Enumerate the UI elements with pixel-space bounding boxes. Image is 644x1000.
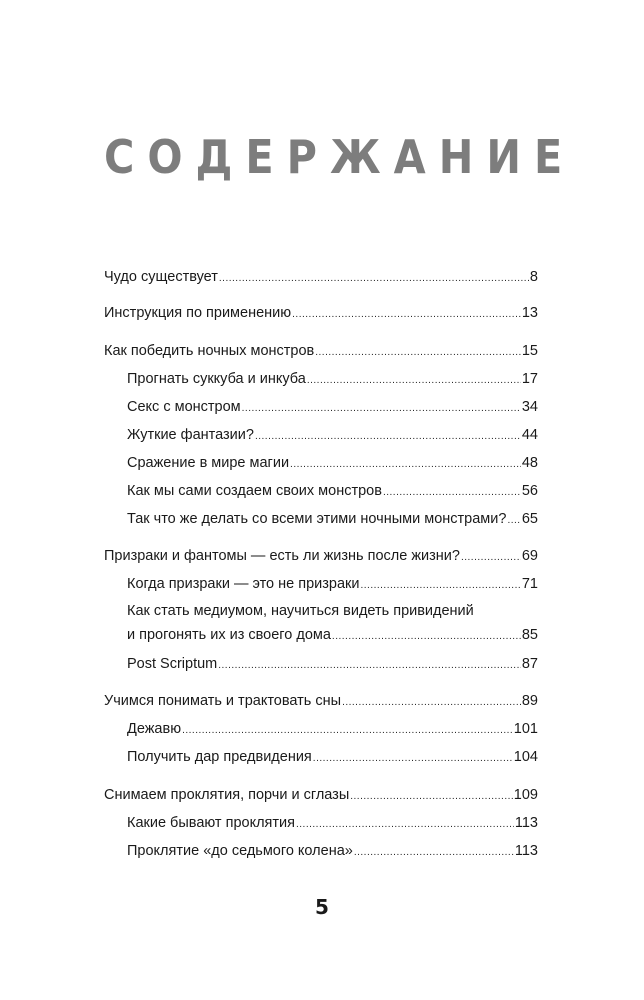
toc-entry-page: 87 bbox=[521, 656, 538, 672]
toc-subentry[interactable] bbox=[127, 720, 538, 740]
toc-leader-dots bbox=[296, 816, 514, 834]
toc-entry-label: Так что же делать со всеми этими ночными монстрами? bbox=[127, 511, 507, 527]
toc-entry-page: 89 bbox=[521, 693, 538, 709]
toc-entry-page: 104 bbox=[513, 749, 538, 765]
toc-leader-dots bbox=[292, 306, 521, 324]
toc-subentry[interactable] bbox=[127, 626, 538, 646]
toc-entry-label: Получить дар предвидения bbox=[127, 749, 312, 765]
toc-leader-dots bbox=[507, 512, 520, 530]
toc-entry-page: 113 bbox=[514, 815, 538, 831]
toc-entry-page: 101 bbox=[513, 721, 538, 737]
toc-entry-page: 71 bbox=[521, 576, 538, 592]
toc-entry-label: Как победить ночных монстров bbox=[104, 343, 315, 359]
toc-entry-label: Post Scriptum bbox=[127, 656, 218, 672]
toc-leader-dots bbox=[354, 844, 514, 862]
toc-leader-dots bbox=[342, 694, 521, 712]
toc-subentry[interactable] bbox=[127, 655, 538, 675]
toc-entry-label: Прогнать суккуба и инкуба bbox=[127, 371, 306, 387]
toc-entry-page: 109 bbox=[513, 787, 538, 803]
page-number: 5 bbox=[315, 895, 329, 919]
toc-entry-page: 34 bbox=[521, 399, 538, 415]
toc-entry-page: 13 bbox=[521, 305, 538, 321]
toc-entry-page: 113 bbox=[514, 843, 538, 859]
toc-entry-label: Сражение в мире магии bbox=[127, 455, 290, 471]
toc-leader-dots bbox=[242, 400, 521, 418]
toc-entry-label: Как мы сами создаем своих монстров bbox=[127, 483, 382, 499]
toc-entry[interactable] bbox=[104, 268, 538, 288]
toc-entry-label-line1: Как стать медиумом, научиться видеть привидений bbox=[127, 603, 474, 619]
toc-subentry[interactable] bbox=[127, 482, 538, 502]
toc-leader-dots bbox=[315, 344, 521, 362]
toc-leader-dots bbox=[313, 750, 513, 768]
toc-entry[interactable] bbox=[104, 304, 538, 324]
toc-entry-page: 85 bbox=[521, 627, 538, 643]
toc-entry[interactable] bbox=[104, 692, 538, 712]
toc-leader-dots bbox=[219, 270, 529, 288]
toc-entry-page: 17 bbox=[521, 371, 538, 387]
toc-leader-dots bbox=[383, 484, 521, 502]
toc-entry-label: Чудо существует bbox=[104, 269, 218, 285]
toc-entry-page: 48 bbox=[521, 455, 538, 471]
toc-subentry[interactable] bbox=[127, 748, 538, 768]
toc-leader-dots bbox=[290, 456, 521, 474]
toc-entry-label: Дежавю bbox=[127, 721, 182, 737]
toc-leader-dots bbox=[307, 372, 521, 390]
toc-subentry[interactable] bbox=[127, 510, 538, 530]
toc-entry-label: Секс с монстром bbox=[127, 399, 241, 415]
toc-subentry[interactable] bbox=[127, 575, 538, 595]
toc-entry-page: 65 bbox=[521, 511, 538, 527]
toc-leader-dots bbox=[360, 577, 520, 595]
toc-entry-label: Инструкция по применению bbox=[104, 305, 292, 321]
page-title: СОДЕРЖАНИЕ bbox=[104, 130, 576, 184]
toc-leader-dots bbox=[350, 788, 513, 806]
toc-entry[interactable] bbox=[104, 342, 538, 362]
toc-entry[interactable] bbox=[104, 786, 538, 806]
toc-entry-label: Призраки и фантомы — есть ли жизнь после жизни? bbox=[104, 548, 460, 564]
toc-entry-page: 15 bbox=[521, 343, 538, 359]
toc-entry-label: Какие бывают проклятия bbox=[127, 815, 295, 831]
toc-leader-dots bbox=[255, 428, 521, 446]
toc-entry-label: и прогонять их из своего дома bbox=[127, 627, 331, 643]
toc-entry[interactable] bbox=[104, 547, 538, 567]
toc-subentry[interactable] bbox=[127, 398, 538, 418]
toc-entry-page: 69 bbox=[521, 548, 538, 564]
toc-entry-label: Жуткие фантазии? bbox=[127, 427, 254, 443]
toc-entry-page: 44 bbox=[521, 427, 538, 443]
toc-leader-dots bbox=[218, 657, 521, 675]
toc-entry-page: 8 bbox=[529, 269, 538, 285]
toc-subentry[interactable] bbox=[127, 814, 538, 834]
toc-entry-page: 56 bbox=[521, 483, 538, 499]
toc-leader-dots bbox=[332, 628, 521, 646]
toc-entry-label: Учимся понимать и трактовать сны bbox=[104, 693, 342, 709]
toc-leader-dots bbox=[461, 549, 521, 567]
toc-entry-label: Снимаем проклятия, порчи и сглазы bbox=[104, 787, 350, 803]
toc-leader-dots bbox=[182, 722, 513, 740]
toc-subentry[interactable] bbox=[127, 426, 538, 446]
toc-subentry[interactable] bbox=[127, 454, 538, 474]
toc-entry-label: Когда призраки — это не призраки bbox=[127, 576, 360, 592]
toc-subentry[interactable] bbox=[127, 370, 538, 390]
toc-subentry[interactable] bbox=[127, 842, 538, 862]
toc-entry-label: Проклятие «до седьмого колена» bbox=[127, 843, 353, 859]
